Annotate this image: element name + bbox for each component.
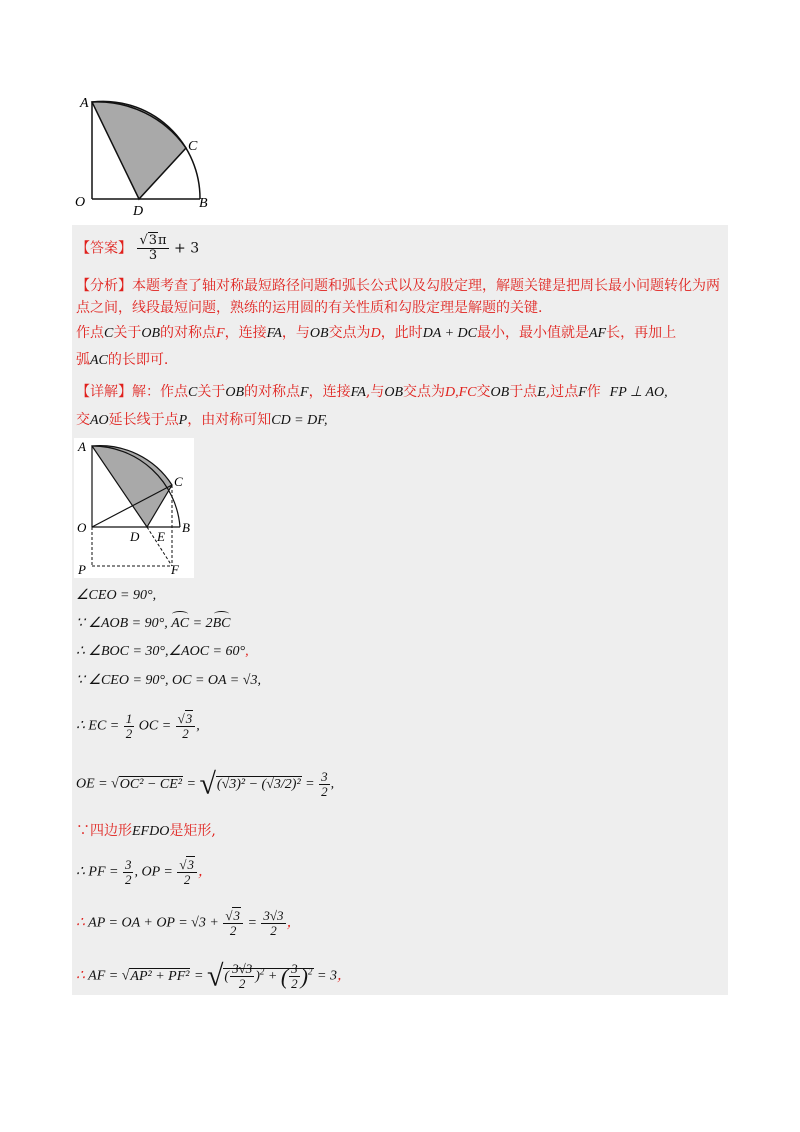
answer-fraction: $\frac{√3\pi}{3}$ [139, 233, 167, 263]
svg-text:O: O [77, 520, 87, 535]
figure-with-reflection [74, 438, 194, 578]
step-9: ∴ AP = OA + OP = √3 + $\frac{√3}{2}$ = $\frac{3√3}{2}$ ， [76, 908, 301, 938]
analysis-line-4: 弧AC的长即可. [76, 352, 169, 368]
svg-text:A: A [78, 439, 86, 454]
svg-text:C: C [174, 474, 183, 489]
step-7: ∵四边形EFDO是矩形, [76, 823, 216, 839]
label-C: C [188, 139, 198, 154]
step-1: ∠CEO = 90°, [76, 588, 157, 603]
svg-text:E: E [157, 529, 165, 544]
figure-quarter-circle [72, 92, 222, 217]
detail-line-1: 【详解】解：作点C关于OB的对称点F，连接FA,与OB交点为D,FC交OB于点E,过点F作 FP ⊥ AO, [76, 384, 668, 400]
label-B: B [199, 196, 208, 211]
svg-text:B: B [182, 520, 190, 535]
step-5: ∴ EC = $\frac{1}{2}$ OC = $\frac{√3}{2}$ , [76, 711, 200, 741]
analysis-line-3: 作点C关于OB的对称点F，连接FA，与OB交点为D，此时DA + DC最小，最小值就是AF长，再加上 [76, 325, 677, 341]
step-8: ∴ PF = $\frac{3}{2}$ , OP = $\frac{√3}{2}$ ， [76, 857, 212, 887]
svg-text:F: F [171, 562, 179, 577]
label-O: O [75, 195, 86, 210]
shaded-region [92, 102, 186, 199]
step-6: OE = √OC² − CE² = √(√3)² − (√3/2)² = $\frac{3}{2}$ , [76, 767, 335, 801]
step-2: ∵ ∠AOB = 90°, AC = 2BC [76, 613, 230, 635]
step-10: ∴ AF = √AP² + PF² = √( $\frac{3√3}{2}$ )$^2$ + ( $\frac{3}{2}$ )$^2$ = 3， [76, 959, 351, 993]
step-4: ∵ ∠CEO = 90°, OC = OA = √3, [76, 673, 261, 688]
step-3: ∴ ∠BOC = 30°,∠AOC = 60°, [76, 644, 249, 659]
analysis-line-2: 点之间，线段最短问题，熟练的运用圆的有关性质和勾股定理是解题的关键. [76, 300, 543, 316]
answer-tag: 【答案】 [76, 240, 132, 257]
answer-plus: + 3 [174, 240, 200, 257]
analysis-line-1: 【分析】本题考查了轴对称最短路径问题和弧长公式以及勾股定理，解题关键是把周长最小问题转化为两 [76, 278, 720, 294]
detail-line-2: 交AO延长线于点P，由对称可知CD = DF, [76, 412, 328, 428]
label-D: D [133, 204, 144, 217]
label-A: A [80, 96, 89, 111]
answer-row [76, 234, 199, 263]
svg-text:D: D [130, 529, 140, 544]
svg-text:P: P [78, 562, 86, 577]
